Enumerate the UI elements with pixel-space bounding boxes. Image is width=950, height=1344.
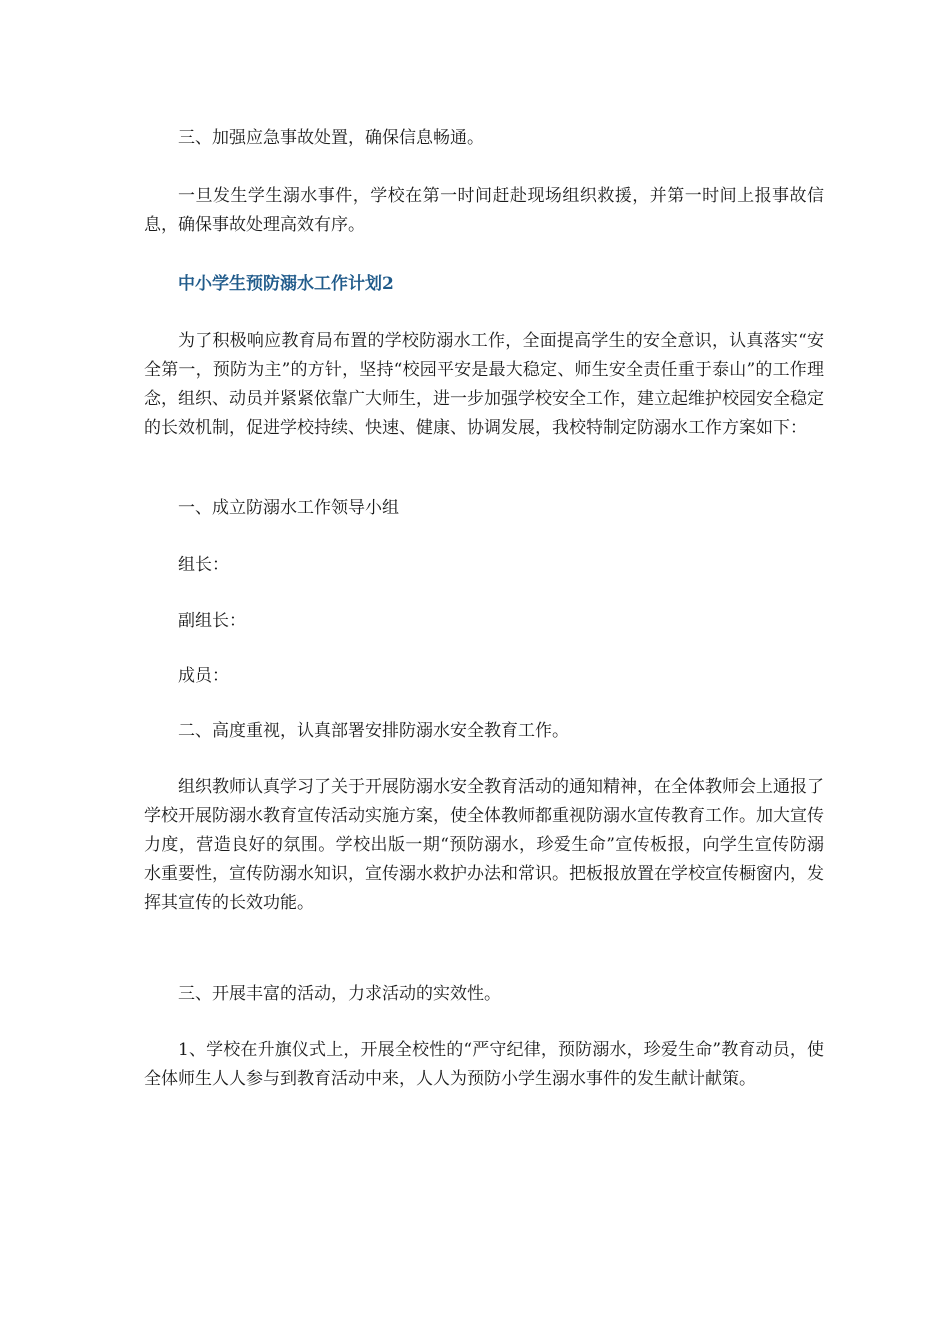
list-item-flag-ceremony: 1、学校在升旗仪式上，开展全校性的“严守纪律，预防溺水，珍爱生命”教育动员，使全体师生人人参与到教育活动中来，人人为预防小学生溺水事件的发生献计献策。 bbox=[144, 1040, 824, 1089]
section-heading-emergency: 三、加强应急事故处置，确保信息畅通。 bbox=[178, 128, 484, 148]
members-label: 成员： bbox=[178, 666, 229, 686]
section-heading-leadership: 一、成立防溺水工作领导小组 bbox=[178, 498, 399, 518]
document-title: 中小学生预防溺水工作计划2 bbox=[178, 274, 394, 294]
paragraph-emergency-response: 一旦发生学生溺水事件，学校在第一时间赶赴现场组织救援，并第一时间上报事故信息，确保事故处理高效有序。 bbox=[144, 186, 824, 235]
section-heading-activities: 三、开展丰富的活动，力求活动的实效性。 bbox=[178, 984, 501, 1004]
paragraph-teacher-training: 组织教师认真学习了关于开展防溺水安全教育活动的通知精神，在全体教师会上通报了学校开展防溺水教育宣传活动实施方案，使全体教师都重视防溺水宣传教育工作。加大宣传力度，营造良好的氛围。学校出版一期“预防溺水，珍爱生命”宣传板报，向学生宣传防溺水重要性，宣传防溺水知识，宣传溺水救护办法和常识。把板报放置在学校宣传橱窗内，发挥其宣传的长效功能。 bbox=[144, 777, 824, 913]
deputy-leader-label: 副组长： bbox=[178, 611, 246, 631]
paragraph-introduction: 为了积极响应教育局布置的学校防溺水工作，全面提高学生的安全意识，认真落实“安全第一，预防为主”的方针，坚持“校园平安是最大稳定、师生安全责任重于泰山”的工作理念，组织、动员并紧紧依靠广大师生，进一步加强学校安全工作，建立起维护校园安全稳定的长效机制，促进学校持续、快速、健康、协调发展，我校特制定防溺水工作方案如下： bbox=[144, 331, 824, 438]
section-heading-deployment: 二、高度重视，认真部署安排防溺水安全教育工作。 bbox=[178, 721, 569, 741]
leader-label: 组长： bbox=[178, 555, 229, 575]
